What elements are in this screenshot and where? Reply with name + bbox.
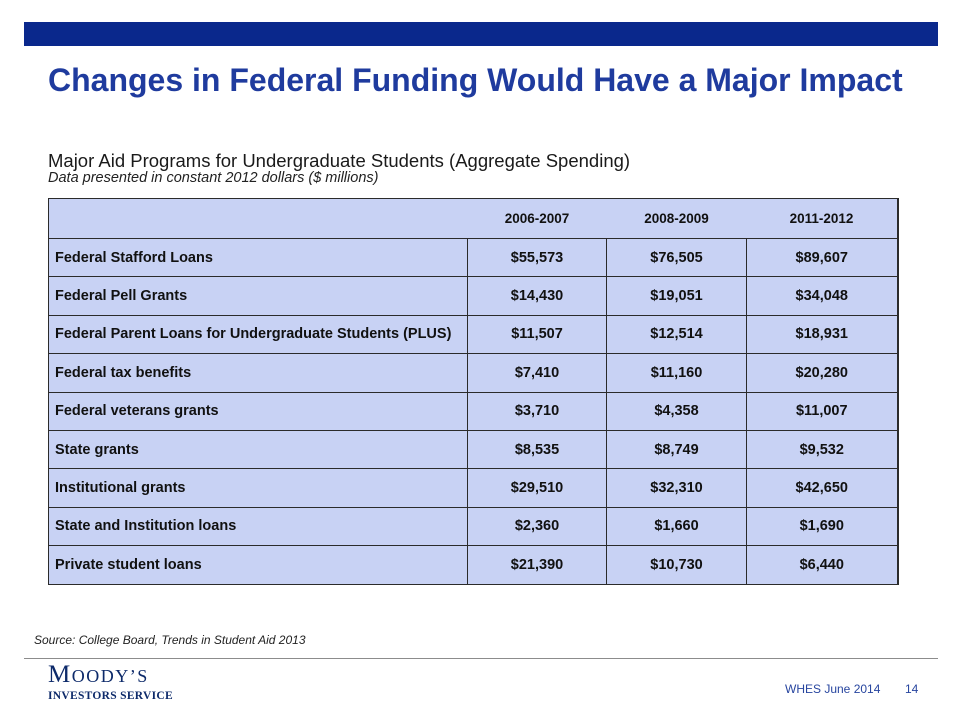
amount-cell: $11,160 [607,354,747,392]
amount-cell: $32,310 [607,469,747,507]
amount-cell: $42,650 [747,469,898,507]
logo-tagline: INVESTORS SERVICE [48,690,173,702]
program-name-cell: State and Institution loans [49,507,468,545]
year-column-header: 2008-2009 [607,199,747,239]
table-row [49,239,898,277]
table-row [49,354,898,392]
table-row [49,507,898,545]
amount-cell: $14,430 [468,277,607,315]
table-note: Data presented in constant 2012 dollars ($ millions) [48,170,379,186]
program-name-cell: Federal tax benefits [49,354,468,392]
program-name-cell: Federal Parent Loans for Undergraduate Students (PLUS) [49,315,468,353]
amount-cell: $10,730 [607,546,747,584]
footer-label: WHES June 2014 [785,682,881,696]
table-subtitle: Major Aid Programs for Undergraduate Students (Aggregate Spending) [48,150,631,171]
page-number: 14 [905,682,919,696]
program-name-cell: Federal Pell Grants [49,277,468,315]
table-header-row [49,199,898,239]
amount-cell: $76,505 [607,239,747,277]
table-row [49,546,898,584]
amount-cell: $19,051 [607,277,747,315]
program-name-cell: Federal Stafford Loans [49,239,468,277]
amount-cell: $18,931 [747,315,898,353]
amount-cell: $2,360 [468,507,607,545]
year-column-header: 2011-2012 [747,199,898,239]
program-column-header [49,199,468,239]
amount-cell: $21,390 [468,546,607,584]
table-row [49,392,898,430]
logo-wordmark: MOODY’S [48,661,149,688]
amount-cell: $20,280 [747,354,898,392]
amount-cell: $11,007 [747,392,898,430]
amount-cell: $1,660 [607,507,747,545]
amount-cell: $8,749 [607,430,747,468]
year-column-header: 2006-2007 [468,199,607,239]
amount-cell: $9,532 [747,430,898,468]
aid-table-body [49,239,898,585]
amount-cell: $8,535 [468,430,607,468]
program-name-cell: Institutional grants [49,469,468,507]
amount-cell: $34,048 [747,277,898,315]
amount-cell: $29,510 [468,469,607,507]
amount-cell: $11,507 [468,315,607,353]
amount-cell: $12,514 [607,315,747,353]
aid-table-head [49,199,898,239]
program-name-cell: Federal veterans grants [49,392,468,430]
aid-table [48,198,899,585]
table-row [49,277,898,315]
amount-cell: $3,710 [468,392,607,430]
amount-cell: $1,690 [747,507,898,545]
slide-title: Changes in Federal Funding Would Have a Major Impact [48,62,903,98]
program-name-cell: Private student loans [49,546,468,584]
amount-cell: $6,440 [747,546,898,584]
moodys-logo [48,661,173,703]
amount-cell: $4,358 [607,392,747,430]
table-row [49,315,898,353]
amount-cell: $89,607 [747,239,898,277]
footer-divider [24,658,938,659]
table-row [49,469,898,507]
amount-cell: $55,573 [468,239,607,277]
table-row [49,430,898,468]
header-accent-bar [24,22,938,46]
amount-cell: $7,410 [468,354,607,392]
program-name-cell: State grants [49,430,468,468]
source-note: Source: College Board, Trends in Student Aid 2013 [34,633,306,647]
